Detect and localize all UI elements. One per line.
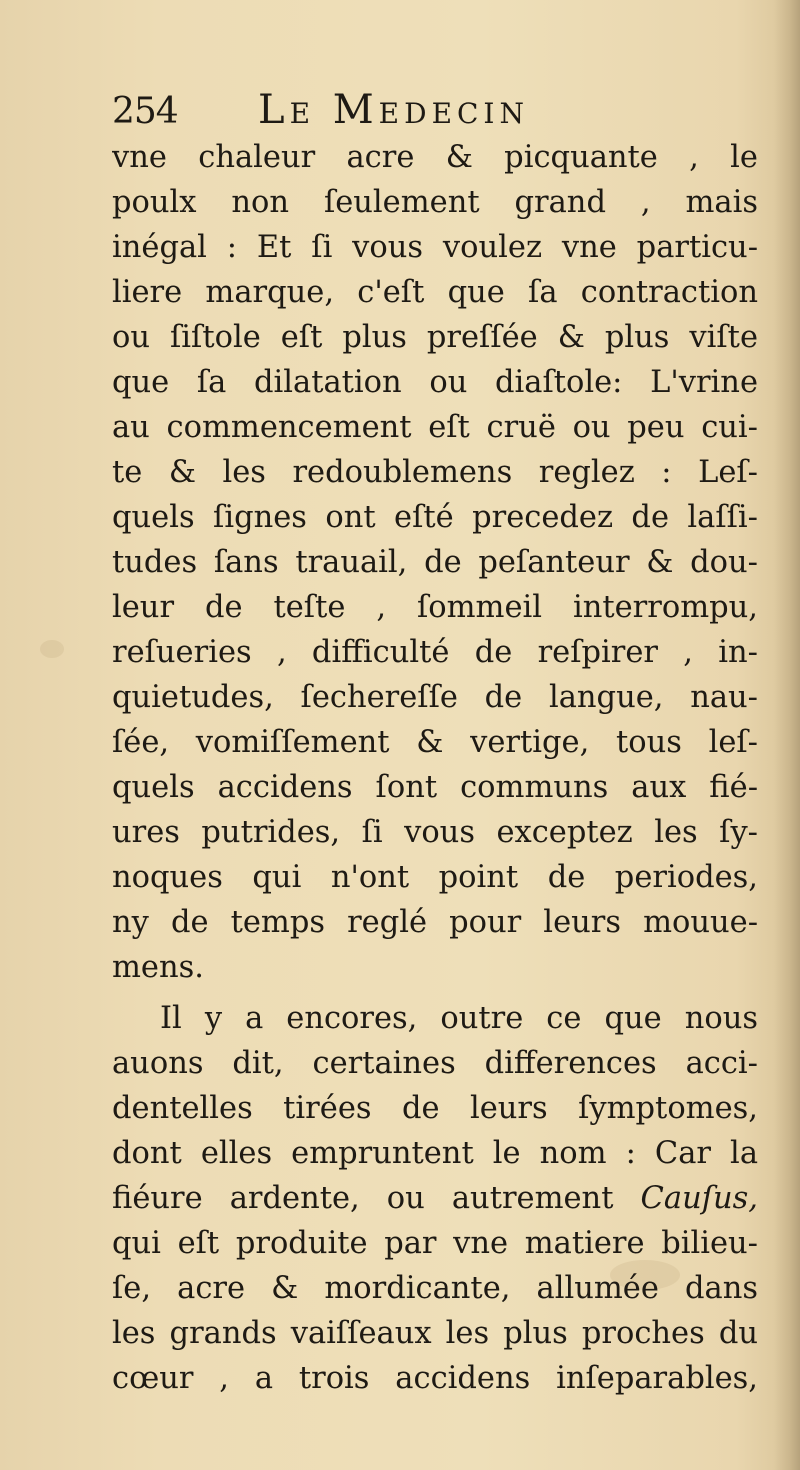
text-line: mens. [112, 950, 204, 985]
page-edge-shadow [774, 0, 800, 1470]
text-line: liere marque, c'eſt que ſa contraction [112, 275, 758, 310]
text-line: quels accidens ſont communs aux fié- [112, 770, 758, 805]
text-line: dentelles tirées de leurs ſymptomes, [112, 1091, 758, 1126]
text-line: Il y a encores, outre ce que nous [160, 1001, 758, 1036]
text-line: dont elles empruntent le nom : Car la [112, 1136, 758, 1171]
text-line: quietudes, ſechereſſe de langue, nau- [112, 680, 758, 715]
text-line: vne chaleur acre & picquante , le [112, 140, 758, 175]
text-line: auons dit, certaines differences acci- [112, 1046, 758, 1081]
text-line: ny de temps reglé pour leurs mouue- [112, 905, 758, 940]
text-line: inégal : Et ſi vous voulez vne particu- [112, 230, 758, 265]
text-line: au commencement eſt cruë ou peu cui- [112, 410, 758, 445]
text-line: ou ſiſtole eſt plus preſſée & plus viſte [112, 320, 758, 355]
text-line: poulx non ſeulement grand , mais [112, 185, 758, 220]
paper-stain [40, 640, 64, 658]
text-line: reſueries , difficulté de reſpirer , in- [112, 635, 758, 670]
text-line: cœur , a trois accidens inſeparables, [112, 1361, 758, 1396]
text-line: ſée, vomiſſement & vertige, tous leſ- [112, 725, 758, 760]
text-line-with-term [112, 1176, 758, 1221]
text-line: ſe, acre & mordicante, allumée dans [112, 1271, 758, 1306]
body-text [112, 135, 758, 1401]
text-line: leur de teſte , ſommeil interrompu, [112, 590, 758, 625]
page-number: 254 [112, 91, 178, 132]
text-line: que ſa dilatation ou diaſtole: L'vrine [112, 365, 758, 400]
text-segment: fiéure ardente, ou autrement [112, 1181, 614, 1216]
text-line: les grands vaiſſeaux les plus proches du [112, 1316, 758, 1351]
text-line: qui eſt produite par vne matiere bilieu- [112, 1226, 758, 1261]
running-title: Le Medecin [258, 87, 529, 133]
text-line: ures putrides, ſi vous exceptez les ſy- [112, 815, 758, 850]
page-header [112, 85, 712, 135]
text-line: tudes ſans trauail, de peſanteur & dou- [112, 545, 758, 580]
italic-term: Cauſus, [640, 1181, 758, 1216]
text-line: te & les redoublemens reglez : Leſ- [112, 455, 758, 490]
text-line: quels ſignes ont eſté precedez de laſſi- [112, 500, 758, 535]
text-line: noques qui n'ont point de periodes, [112, 860, 758, 895]
